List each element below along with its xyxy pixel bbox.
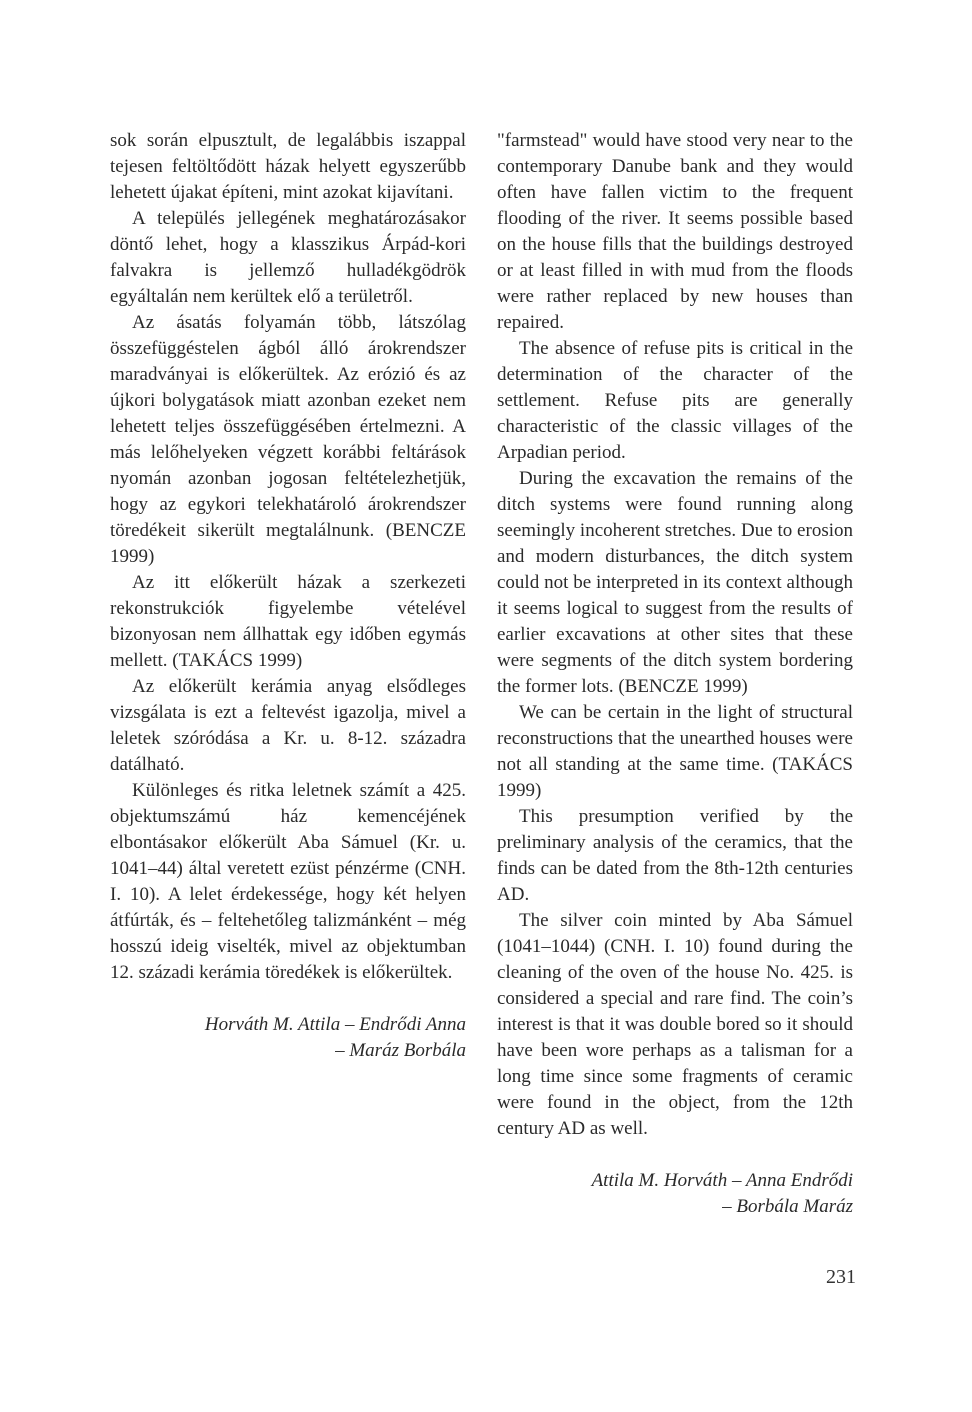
author-names-line: – Maráz Borbála — [335, 1040, 466, 1061]
paragraph: The absence of refuse pits is critical in the determination of the character of the settlement. Refuse pits are generally characteristic of the classic villages of the Arpadian period. — [497, 338, 853, 463]
paragraph: During the excavation the remains of the ditch systems were found running along seemingly incoherent stretches. Due to erosion and modern disturbances, the ditch system could not be interpreted in its context although it seems logical to suggest from the results of earlier excavations at other sites that these were segments of the ditch system bordering the former lots. (BENCZE 1999) — [497, 468, 853, 697]
author-names-line: Horváth M. Attila – Endrődi Anna — [204, 1014, 466, 1035]
author-signature — [497, 1168, 853, 1220]
author-names-line: – Borbála Maráz — [722, 1196, 853, 1217]
paragraph: This presumption verified by the preliminary analysis of the ceramics, that the finds can be dated from the 8th-12th centuries AD. — [497, 806, 853, 905]
paragraph: Az itt előkerült házak a szerkezeti rekonstrukciók figyelembe vételével bizonyosan nem állhattak egy időben egymás mellett. (TAKÁCS 1999) — [110, 572, 466, 671]
paragraph: Az előkerült kerámia anyag elsődleges vizsgálata is ezt a feltevést igazolja, mivel a leletek szóródása a Kr. u. 8-12. századra datálható. — [110, 676, 466, 775]
paragraph: We can be certain in the light of structural reconstructions that the unearthed houses were not all standing at the same time. (TAKÁCS 1999) — [497, 702, 853, 801]
hungarian-text-column — [110, 128, 466, 1064]
author-names-line: Attila M. Horváth – Anna Endrődi — [591, 1170, 853, 1191]
paragraph: A település jellegének meghatározásakor döntő lehet, hogy a klasszikus Árpád-kori falvakra is jellemző hulladékgödrök egyáltalán nem kerültek elő a területről. — [110, 208, 466, 307]
author-signature — [110, 1012, 466, 1064]
paragraph: Különleges és ritka leletnek számít a 425. objektumszámú ház kemencéjének elbontásakor előkerült Aba Sámuel (Kr. u. 1041–44) által veretett ezüst pénzérme (CNH. I. 10). A lelet érdekessége, hogy két helyen átfúrták, és – feltehetőleg talizmánként – még hosszú ideig viselték, mivel az objektumban 12. századi kerámia töredékek is előkerültek. — [110, 780, 466, 983]
page-number: 231 — [826, 1266, 856, 1288]
paragraph: The silver coin minted by Aba Sámuel (1041–1044) (CNH. I. 10) found during the cleaning of the oven of the house No. 425. is considered a special and rare find. The coin’s interest is that it was double bored so it should have been wore perhaps as a talisman for a long time since some fragments of ceramic were found in the object, from the 12th century AD as well. — [497, 910, 853, 1139]
paragraph: Az ásatás folyamán több, látszólag összefüggéstelen ágból álló árokrendszer maradványai is előkerültek. Az erózió és az újkori bolygatások miatt azonban ezeket nem lehetett teljes összefüggésében értelmezni. A más lelőhelyeken végzett korábbi feltárások nyomán azonban jogosan feltételezhetjük, hogy az egykori telekhatároló árokrendszer töredékeit sikerült megtalálnunk. (BENCZE 1999) — [110, 312, 466, 567]
paragraph: sok során elpusztult, de legalábbis iszappal tejesen feltöltődött házak helyett egyszerűbb lehetett újakat építeni, mint azokat kijavítani. — [110, 130, 466, 203]
paragraph: "farmstead" would have stood very near to the contemporary Danube bank and they would often have fallen victim to the frequent flooding of the river. It seems possible based on the house fills that the buildings destroyed or at least filled in with mud from the floods were rather replaced by new houses than repaired. — [497, 130, 853, 333]
english-text-column — [497, 128, 853, 1220]
